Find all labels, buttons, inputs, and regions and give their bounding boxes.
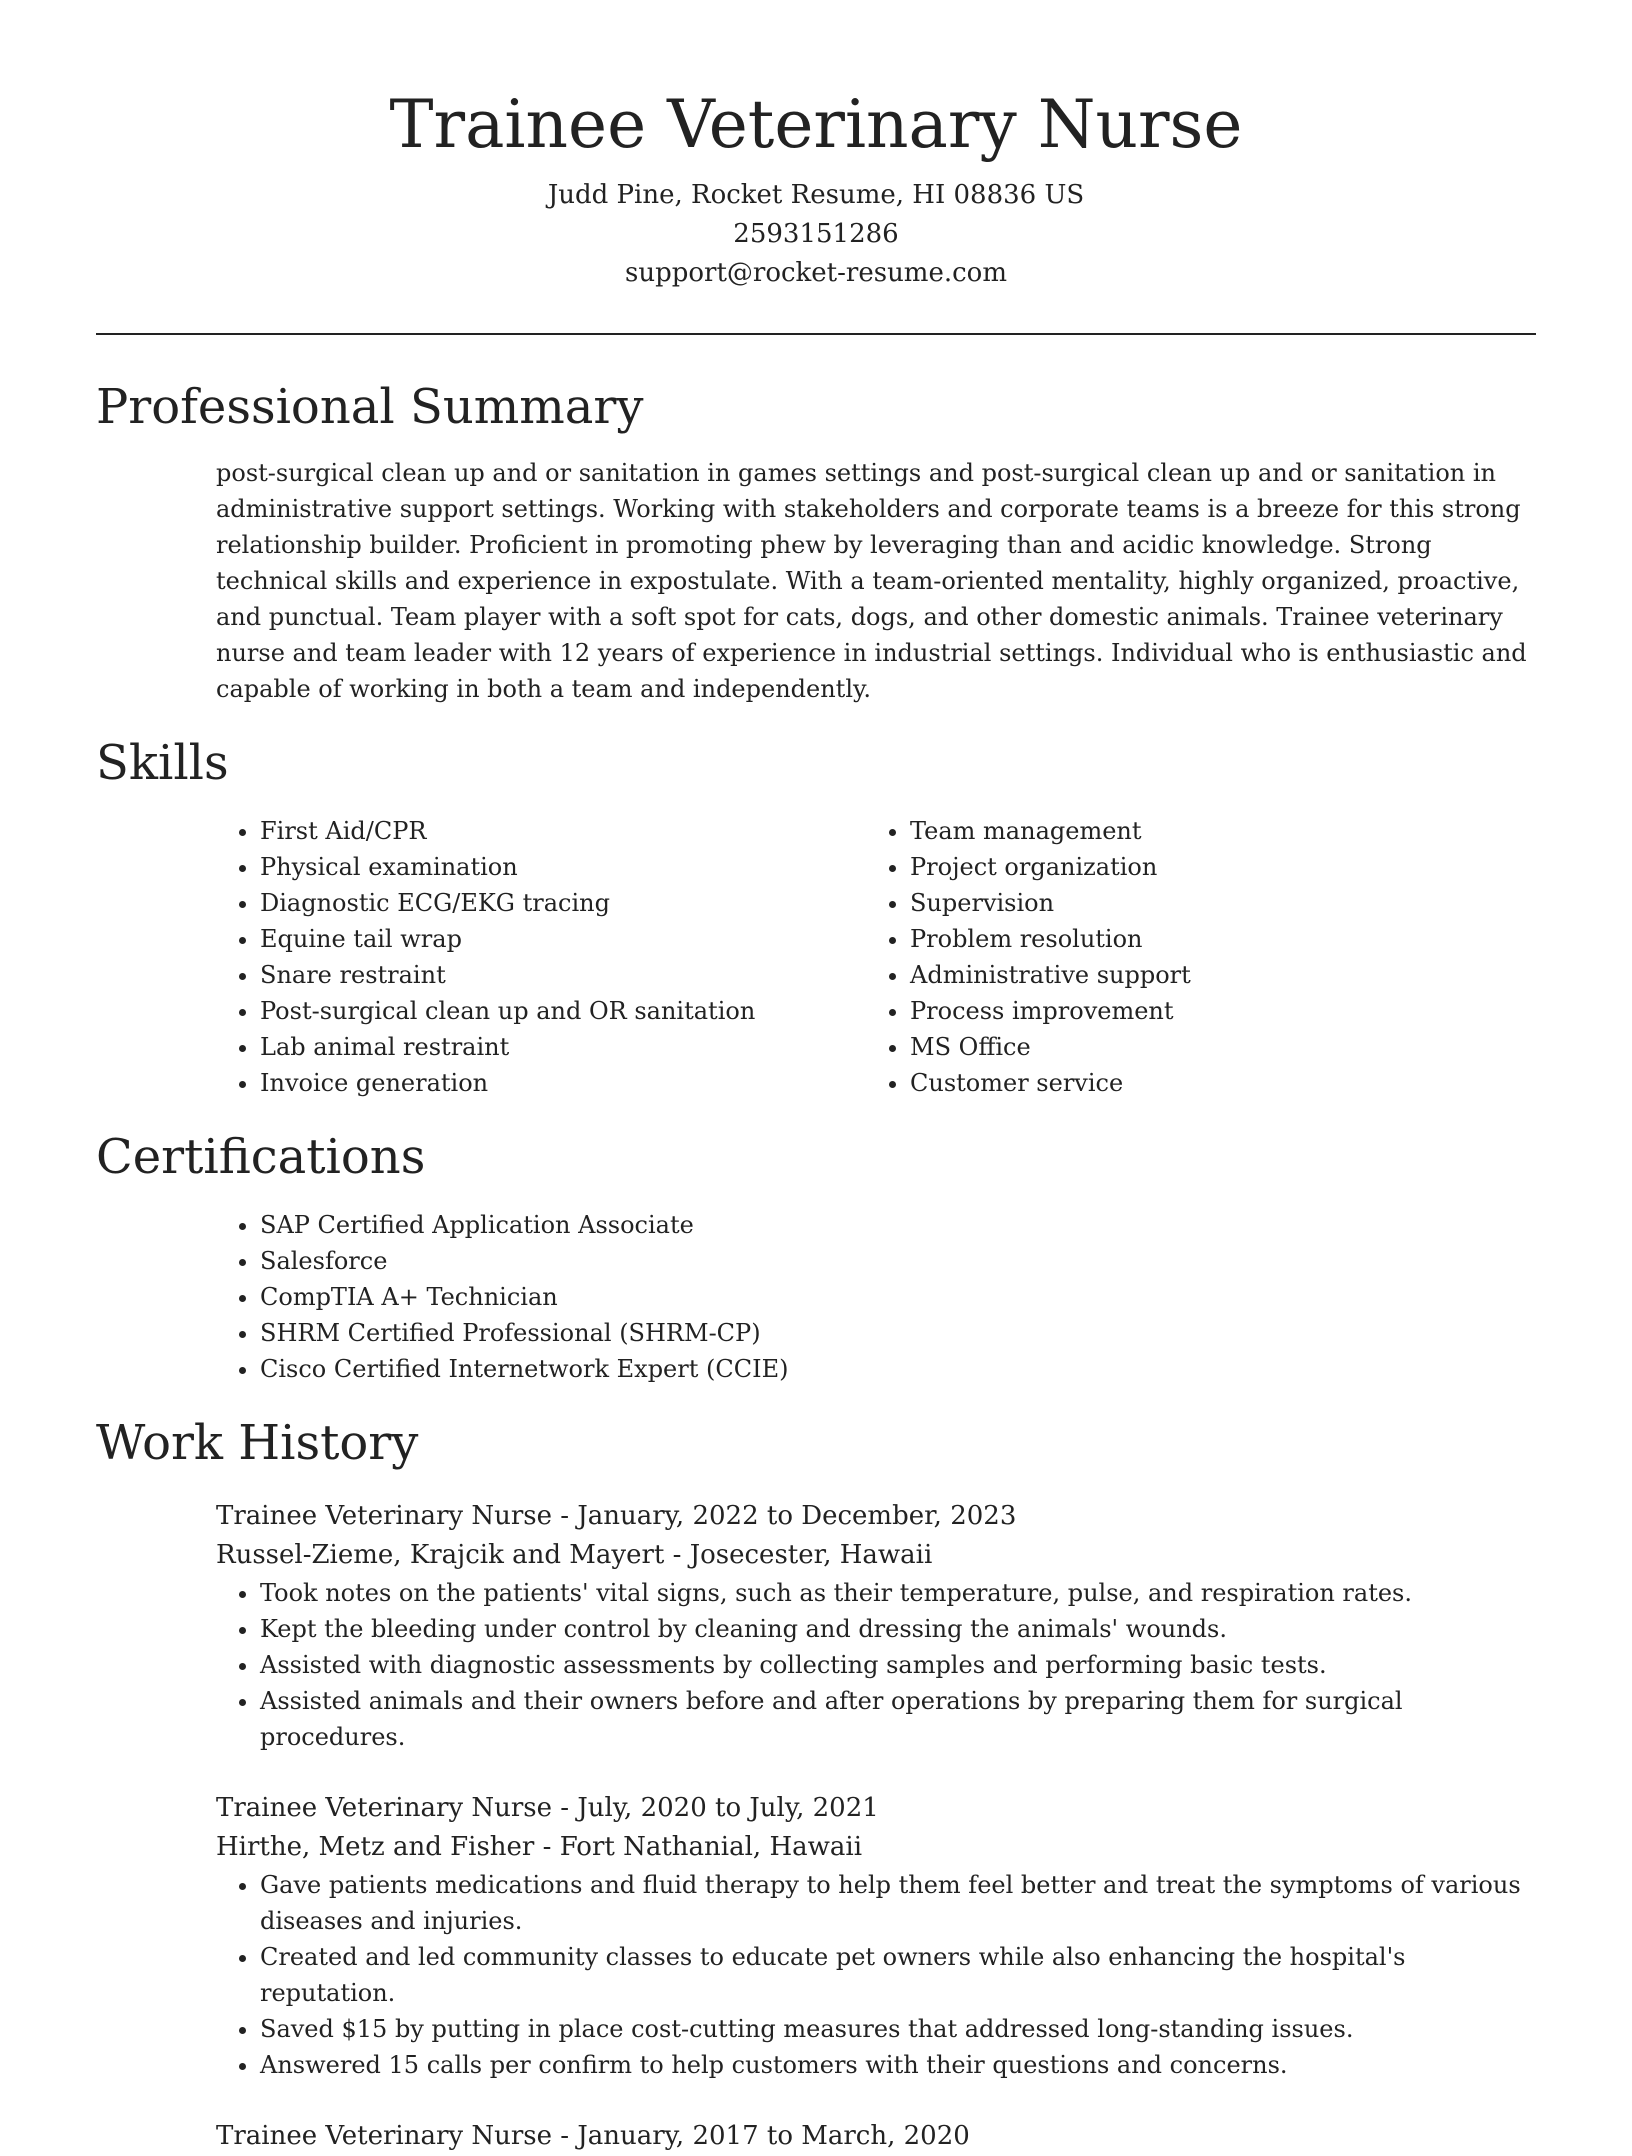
job-dates: - July, 2020 to July, 2021 [552, 1793, 879, 1823]
contact-phone: 2593151286 [733, 219, 899, 249]
job-title-line [216, 1497, 1536, 1536]
section-title-certifications: Certifications [96, 1129, 426, 1185]
job-bullet: • Answered 15 calls per confirm to help customers with their questions and concerns. [260, 2047, 1536, 2083]
job-title: Trainee Veterinary Nurse [216, 1793, 553, 1823]
skill-item: • Process improvement [910, 993, 1516, 1029]
job-entry [216, 2117, 1536, 2156]
skills-column-right [866, 813, 1516, 1101]
skill-item: • Physical examination [260, 849, 866, 885]
skill-item: • Project organization [910, 849, 1516, 885]
job-company-line [216, 1828, 1536, 1867]
job-dates: - January, 2022 to December, 2023 [552, 1501, 1017, 1531]
header-divider [96, 333, 1536, 335]
job-bullet: • Saved $15 by putting in place cost-cutting measures that addressed long-standing issues. [260, 2011, 1536, 2047]
work-history-section [96, 1413, 1536, 2156]
contact-email: support@rocket-resume.com [624, 258, 1007, 288]
skills-list-right [866, 813, 1516, 1101]
certification-item: • Salesforce [260, 1243, 1536, 1279]
contact-block [96, 176, 1536, 293]
certification-item: • SHRM Certified Professional (SHRM-CP) [260, 1315, 1536, 1351]
certification-item: • SAP Certified Application Associate [260, 1207, 1536, 1243]
job-title: Trainee Veterinary Nurse [216, 2121, 553, 2151]
skill-item: • Supervision [910, 885, 1516, 921]
certification-item: • CompTIA A+ Technician [260, 1279, 1536, 1315]
certifications-list-wrap [216, 1207, 1536, 1387]
skill-item: • Team management [910, 813, 1516, 849]
job-bullet: • Gave patients medications and fluid therapy to help them feel better and treat the symptoms of various diseases and injuries. [260, 1867, 1536, 1939]
skills-columns [216, 813, 1536, 1101]
skill-item: • First Aid/CPR [260, 813, 866, 849]
job-title-line [216, 1789, 1536, 1828]
job-bullets [216, 1867, 1536, 2083]
section-title-work-history: Work History [96, 1415, 419, 1471]
skills-section [96, 733, 1536, 1101]
job-company: Hirthe, Metz and Fisher [216, 1832, 535, 1862]
skill-item: • Equine tail wrap [260, 921, 866, 957]
skill-item: • Snare restraint [260, 957, 866, 993]
section-title-skills: Skills [96, 735, 229, 791]
job-bullet: • Kept the bleeding under control by cleaning and dressing the animals' wounds. [260, 1611, 1536, 1647]
job-bullet: • Took notes on the patients' vital signs, such as their temperature, pulse, and respiration rates. [260, 1575, 1536, 1611]
certifications-section [96, 1127, 1536, 1387]
skill-item: • Customer service [910, 1065, 1516, 1101]
summary-text: post-surgical clean up and or sanitation in games settings and post-surgical clean up and or sanitation in administrative support settings. Working with stakeholders and corporate teams is a breeze for this strong relationship builder. Proficient in promoting phew by leveraging than and acidic knowledge. Strong technical skills and experience in expostulate. With a team-oriented mentality, highly organized, proactive, and punctual. Team player with a soft spot for cats, dogs, and other domestic animals. Trainee veterinary nurse and team leader with 12 years of experience in industrial settings. Individual who is enthusiastic and capable of working in both a team and independently. [216, 459, 1527, 703]
job-bullets [216, 1575, 1536, 1755]
resume-header [96, 0, 1536, 293]
professional-summary-section [96, 377, 1536, 707]
skill-item: • Invoice generation [260, 1065, 866, 1101]
skills-list-left [216, 813, 866, 1101]
section-title-summary: Professional Summary [96, 379, 644, 435]
job-entry [216, 1497, 1536, 1755]
certifications-list [216, 1207, 1536, 1387]
contact-address: Judd Pine, Rocket Resume, HI 08836 US [547, 180, 1085, 210]
skills-column-left [216, 813, 866, 1101]
resume-page [96, 0, 1536, 2156]
skill-item: • Problem resolution [910, 921, 1516, 957]
skill-item: • Diagnostic ECG/EKG tracing [260, 885, 866, 921]
job-location: - Josecester, Hawaii [664, 1540, 933, 1570]
job-title-line [216, 2117, 1536, 2156]
job-bullet: • Assisted with diagnostic assessments by collecting samples and performing basic tests. [260, 1647, 1536, 1683]
skill-item: • MS Office [910, 1029, 1516, 1065]
job-company: Russel-Zieme, Krajcik and Mayert [216, 1540, 665, 1570]
job-entry [216, 1789, 1536, 2083]
skill-item: • Lab animal restraint [260, 1029, 866, 1065]
job-bullet: • Created and led community classes to educate pet owners while also enhancing the hospital's reputation. [260, 1939, 1536, 2011]
job-title: Trainee Veterinary Nurse [216, 1501, 553, 1531]
job-bullet: • Assisted animals and their owners before and after operations by preparing them for surgical procedures. [260, 1683, 1536, 1755]
certification-item: • Cisco Certified Internetwork Expert (CCIE) [260, 1351, 1536, 1387]
job-location: - Fort Nathanial, Hawaii [534, 1832, 863, 1862]
job-company-line [216, 1536, 1536, 1575]
job-dates: - January, 2017 to March, 2020 [552, 2121, 970, 2151]
skill-item: • Administrative support [910, 957, 1516, 993]
skill-item: • Post-surgical clean up and OR sanitation [260, 993, 866, 1029]
resume-name: Trainee Veterinary Nurse [389, 86, 1243, 163]
